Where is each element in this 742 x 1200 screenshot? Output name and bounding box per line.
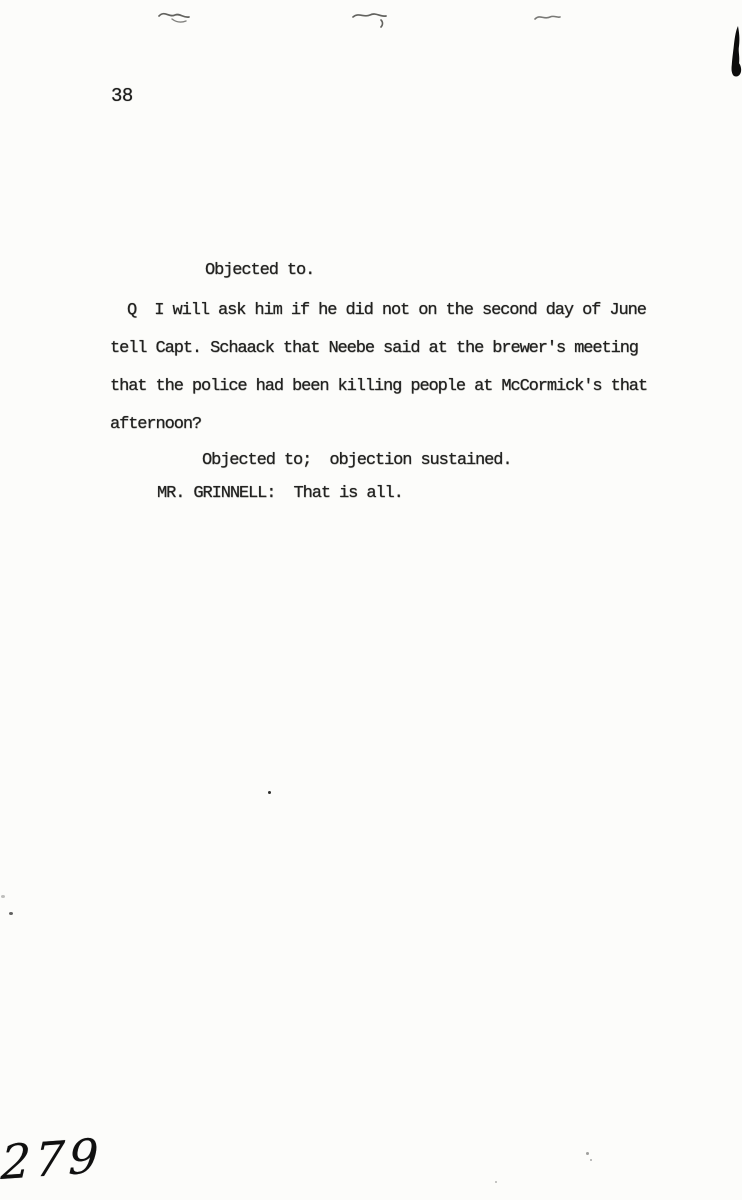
dust-speck: [586, 1152, 589, 1155]
pencil-squiggle-icon: [532, 10, 564, 28]
transcript-line-grinnell: MR. GRINNELL: That is all.: [157, 484, 403, 503]
handwritten-folio-number: 279: [0, 1128, 104, 1191]
dust-speck: [1, 895, 5, 898]
transcript-line-question-3: that the police had been killing people at McCormick's that: [110, 377, 647, 396]
transcript-line-objected: Objected to.: [205, 261, 315, 280]
transcript-line-question-4: afternoon?: [110, 415, 202, 434]
transcript-line-question-1: Q I will ask him if he did not on the second day of June: [127, 301, 646, 320]
pencil-squiggle-icon: [156, 6, 198, 28]
dust-speck: [590, 1159, 592, 1161]
pencil-squiggle-icon: [350, 4, 394, 30]
transcript-line-objection-sustained: Objected to; objection sustained.: [202, 451, 512, 470]
typed-page-number: 38: [111, 85, 133, 107]
transcript-line-question-2: tell Capt. Schaack that Neebe said at the brewer's meeting: [110, 339, 638, 358]
ink-blot-icon: [722, 26, 742, 84]
dust-speck: [268, 791, 271, 794]
scan-noise: [0, 0, 1, 1]
dust-speck: [9, 912, 13, 915]
dust-speck: [495, 1181, 497, 1183]
